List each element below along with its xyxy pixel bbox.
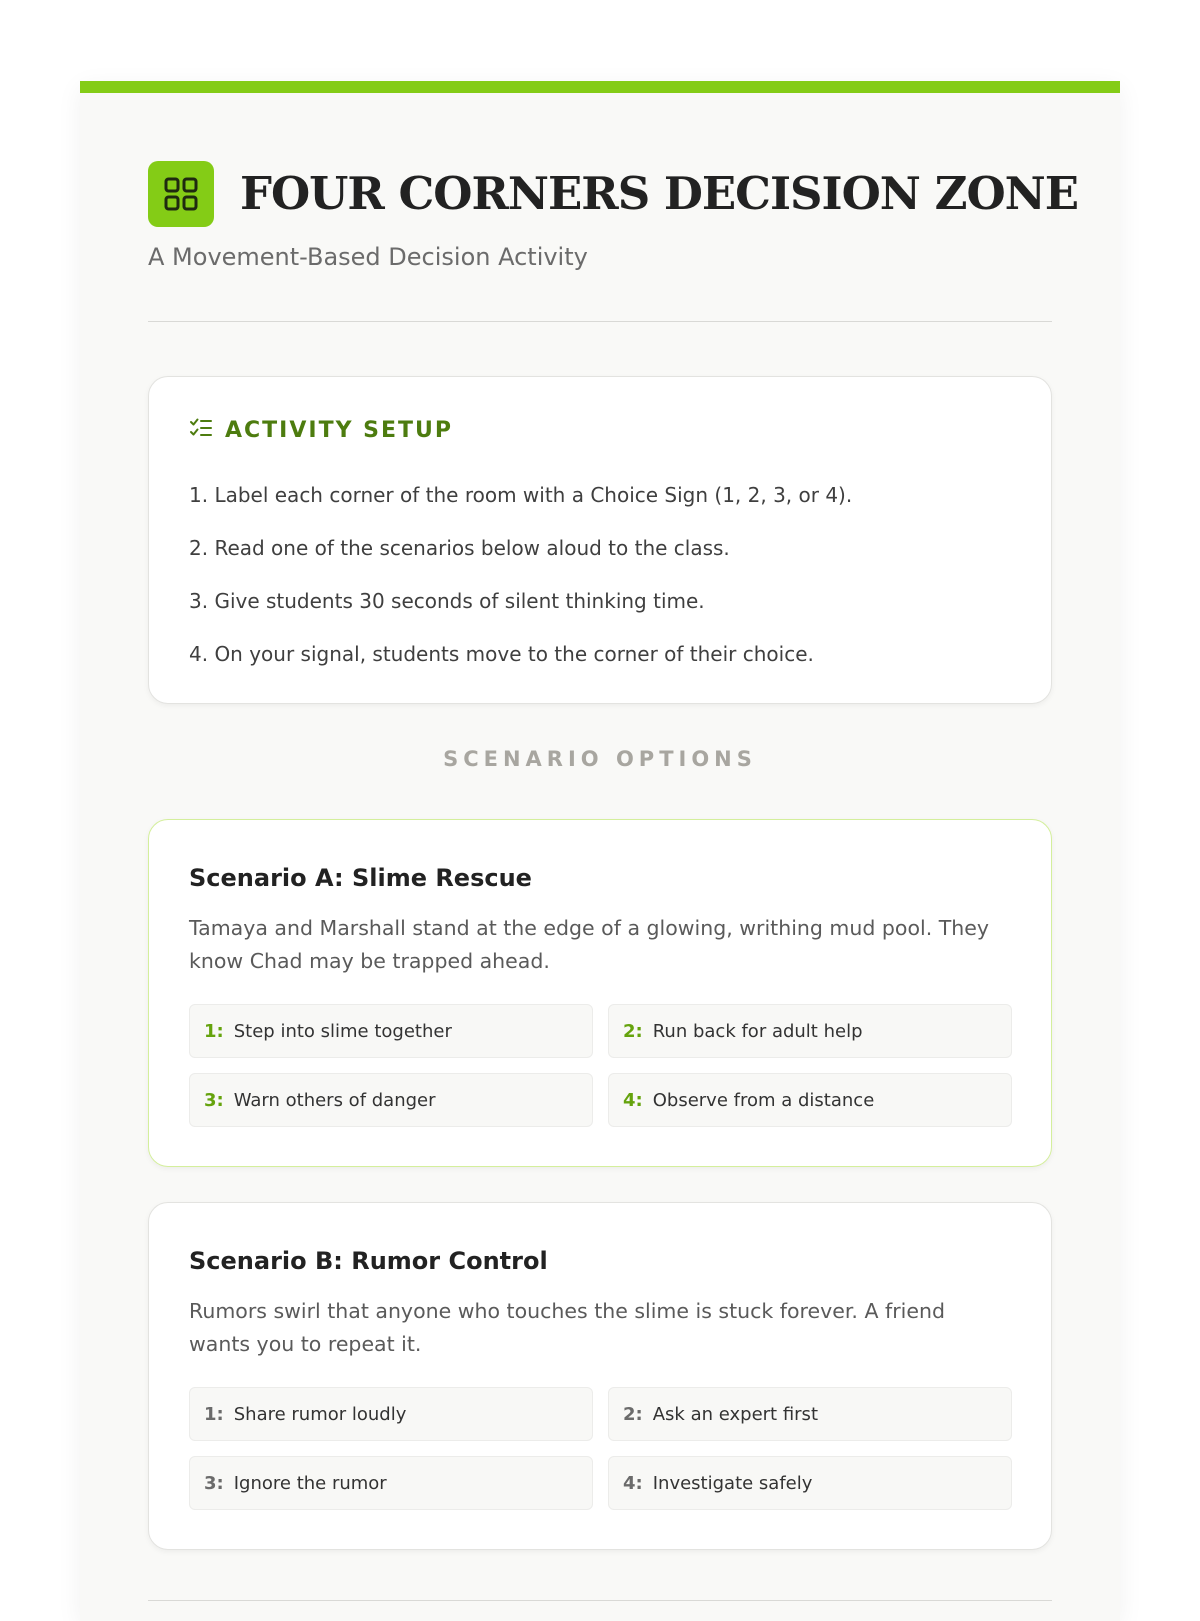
choice-number: 2: xyxy=(623,1403,643,1425)
choice-label: Share rumor loudly xyxy=(233,1403,407,1425)
setup-step: 4. On your signal, students move to the corner of their choice. xyxy=(189,642,814,666)
setup-steps-list xyxy=(189,469,852,681)
setup-step: 1. Label each corner of the room with a Choice Sign (1, 2, 3, or 4). xyxy=(189,483,853,507)
grid-icon xyxy=(148,161,214,227)
choice-label: Step into slime together xyxy=(233,1020,452,1042)
header-divider xyxy=(148,321,1052,322)
activity-setup-card xyxy=(148,376,1052,704)
checklist-icon xyxy=(189,417,213,443)
choice-option-2 xyxy=(608,1387,1012,1441)
choice-number: 1: xyxy=(204,1020,224,1042)
scenario-title: Scenario A: Slime Rescue xyxy=(189,864,532,892)
setup-step: 3. Give students 30 seconds of silent thinking time. xyxy=(189,589,705,613)
choice-label: Run back for adult help xyxy=(652,1020,863,1042)
page-title: FOUR CORNERS DECISION ZONE xyxy=(240,167,1079,220)
choice-option-3 xyxy=(189,1456,593,1510)
choice-label: Ignore the rumor xyxy=(233,1472,387,1494)
choice-option-4 xyxy=(608,1073,1012,1127)
choice-number: 3: xyxy=(204,1472,224,1494)
choice-number: 4: xyxy=(623,1089,643,1111)
scenario-options-heading: SCENARIO OPTIONS xyxy=(443,747,757,771)
scenario-description: Tamaya and Marshall stand at the edge of a glowing, writhing mud pool. They know Chad may be trapped ahead. xyxy=(189,916,990,973)
choice-label: Observe from a distance xyxy=(652,1089,875,1111)
scenario-options-grid xyxy=(189,1387,1013,1510)
choice-label: Investigate safely xyxy=(652,1472,813,1494)
scenario-options-grid xyxy=(189,1004,1013,1127)
scenario-b-card xyxy=(148,1202,1052,1550)
choice-number: 1: xyxy=(204,1403,224,1425)
activity-setup-label: ACTIVITY SETUP xyxy=(225,417,454,443)
choice-label: Warn others of danger xyxy=(233,1089,436,1111)
page-subtitle: A Movement-Based Decision Activity xyxy=(148,243,588,271)
choice-option-1 xyxy=(189,1004,593,1058)
scenario-description: Rumors swirl that anyone who touches the slime is stuck forever. A friend wants you to repeat it. xyxy=(189,1299,945,1356)
choice-option-3 xyxy=(189,1073,593,1127)
activity-setup-heading xyxy=(189,417,453,443)
choice-number: 2: xyxy=(623,1020,643,1042)
choice-number: 4: xyxy=(623,1472,643,1494)
footer-divider xyxy=(148,1600,1052,1601)
worksheet-page xyxy=(80,81,1120,1621)
choice-number: 3: xyxy=(204,1089,224,1111)
choice-option-4 xyxy=(608,1456,1012,1510)
setup-step: 2. Read one of the scenarios below aloud to the class. xyxy=(189,536,730,560)
accent-top-bar xyxy=(80,81,1120,93)
scenario-a-card xyxy=(148,819,1052,1167)
choice-label: Ask an expert first xyxy=(652,1403,818,1425)
scenario-title: Scenario B: Rumor Control xyxy=(189,1247,548,1275)
choice-option-2 xyxy=(608,1004,1012,1058)
choice-option-1 xyxy=(189,1387,593,1441)
